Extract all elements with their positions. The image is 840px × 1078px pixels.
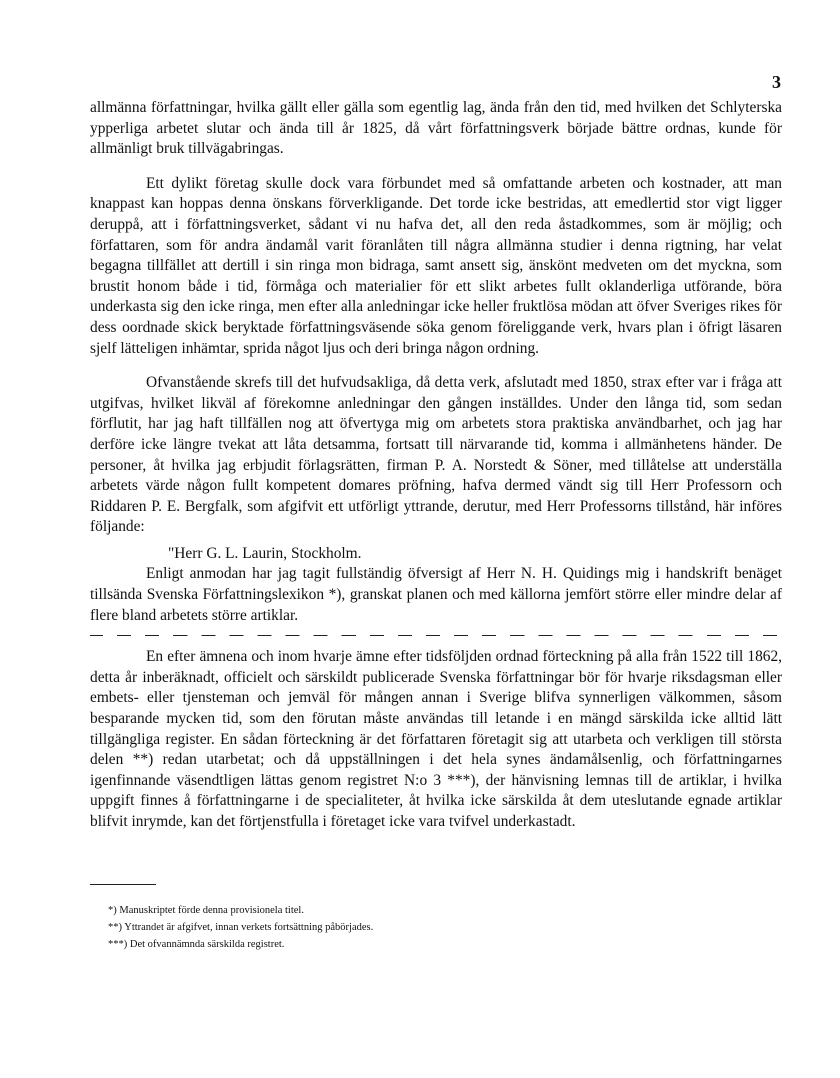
footnotes <box>108 902 373 953</box>
page-number: 3 <box>772 72 781 92</box>
section-divider <box>90 635 782 636</box>
footnote-rule <box>90 884 156 885</box>
paragraph-project-rationale: Ett dylikt företag skulle dock vara förbundet med så omfattande arbeten och kostnader, att man knappast kan hoppas denna önskans förverkligande. Det torde icke bestridas, att emedlertid stor vigt ligger deruppå, att i författningsverket, sådant vi nu hafva det, all den reda åstadkommes, som är möjlig; och författaren, som för andra ändamål varit föranlåten till några allmänna studier i denna rigtning, har velat begagna tillfället att dertill i sin ringa mon bidraga, samt ansett sig, änskönt medveten om det myckna, som brustit honom både i tid, förmåga och materialier för ett slikt arbetes fullt oklanderliga utförande, böra underkasta sig den icke ringa, men efter alla anledningar icke heller fruktlösa mödan att öfver Sveriges rikes för dess oordnade skick beryktade författningsväsende söka genom föreliggande verk, hvars plan i öfrigt läsaren sjelf lätteligen inhämtar, sprida något ljus och deri bringa någon ordning. <box>90 174 782 357</box>
paragraph-continuation: allmänna författningar, hvilka gällt eller gälla som egentlig lag, ända från den tid, med hvilken det Schlyterska ypperliga arbetet slutar och ända till år 1825, då vårt författningsverk började bättre ordnas, kunde för allmänligt bruk tillvägabringas. <box>90 99 782 158</box>
quoted-letter-address: "Herr G. L. Laurin, Stockholm. <box>168 544 362 562</box>
footnote-3: ***) Det ofvannämnda särskilda registret. <box>108 939 285 950</box>
footnote-1: *) Manuskriptet förde denna provisionela titel. <box>108 905 304 916</box>
footnote-2: **) Yttrandet är afgifvet, innan verkets fortsättning påbörjades. <box>108 922 374 933</box>
paragraph-assessment: En efter ämnena och inom hvarje ämne efter tidsföljden ordnad förteckning på alla från 1522 till 1862, detta år inberäknadt, officielt och särskildt publicerade Svenska författningar bör för hvarje riksdagsman eller embets- eller tjensteman och jemväl för mången annan i Sverige blifva synnerligen välkommen, såsom besparande mycken tid, som den förutan måste användas till letande i en mängd särskilda icke alltid lätt tillgängliga register. En sådan förteckning är det författaren företagit sig att utarbeta och verkligen till största delen **) redan utarbetat; och då uppställningen i det hela synes ändamålsenlig, och författningarnes igenfinnande väsendtligen lättas genom registret N:o 3 ***), der hänvisning lemnas till de artiklar, i hvilka uppgift finnes å författningarne i de specialiteter, åt hvilka icke särskilda åt dem uteslutande egnade artiklar blifvit inrymde, kan det förtjenstfulla i företaget icke vara tvifvel underkastadt. <box>90 648 782 830</box>
body-text <box>90 98 782 833</box>
quoted-letter-intro: Enligt anmodan har jag tagit fullständig öfversigt af Herr N. H. Quidings mig i handskrift benäget tillsända Svenska Författningslexikon *), granskat planen och med källorna jemfört större eller mindre delar af flere bland arbetets större artiklar. <box>90 565 782 624</box>
paragraph-publication-history: Ofvanstående skrefs till det hufvudsakliga, då detta verk, afslutadt med 1850, strax efter var i fråga att utgifvas, hvilket likväl af förekomne anledningar den gången inställdes. Under den långa tid, som sedan förflutit, har jag haft tillfällen nog att öfvertyga mig om arbetets stora praktiska användbarhet, och jag har derföre icke längre tvekat att låta detsamma, fortsatt till närvarande tid, komma i allmänhetens händer. De personer, åt hvilka jag erbjudit förlagsrätten, firman P. A. Norstedt & Söner, med tillåtelse att underställa arbetets värde någon fullt kompetent domares pröfning, hafva dermed vändt sig till Herr Professorn och Riddaren P. E. Bergfalk, som afgifvit ett utförligt yttrande, derutur, med Herr Professorns tillstånd, här införes följande: <box>90 374 782 536</box>
